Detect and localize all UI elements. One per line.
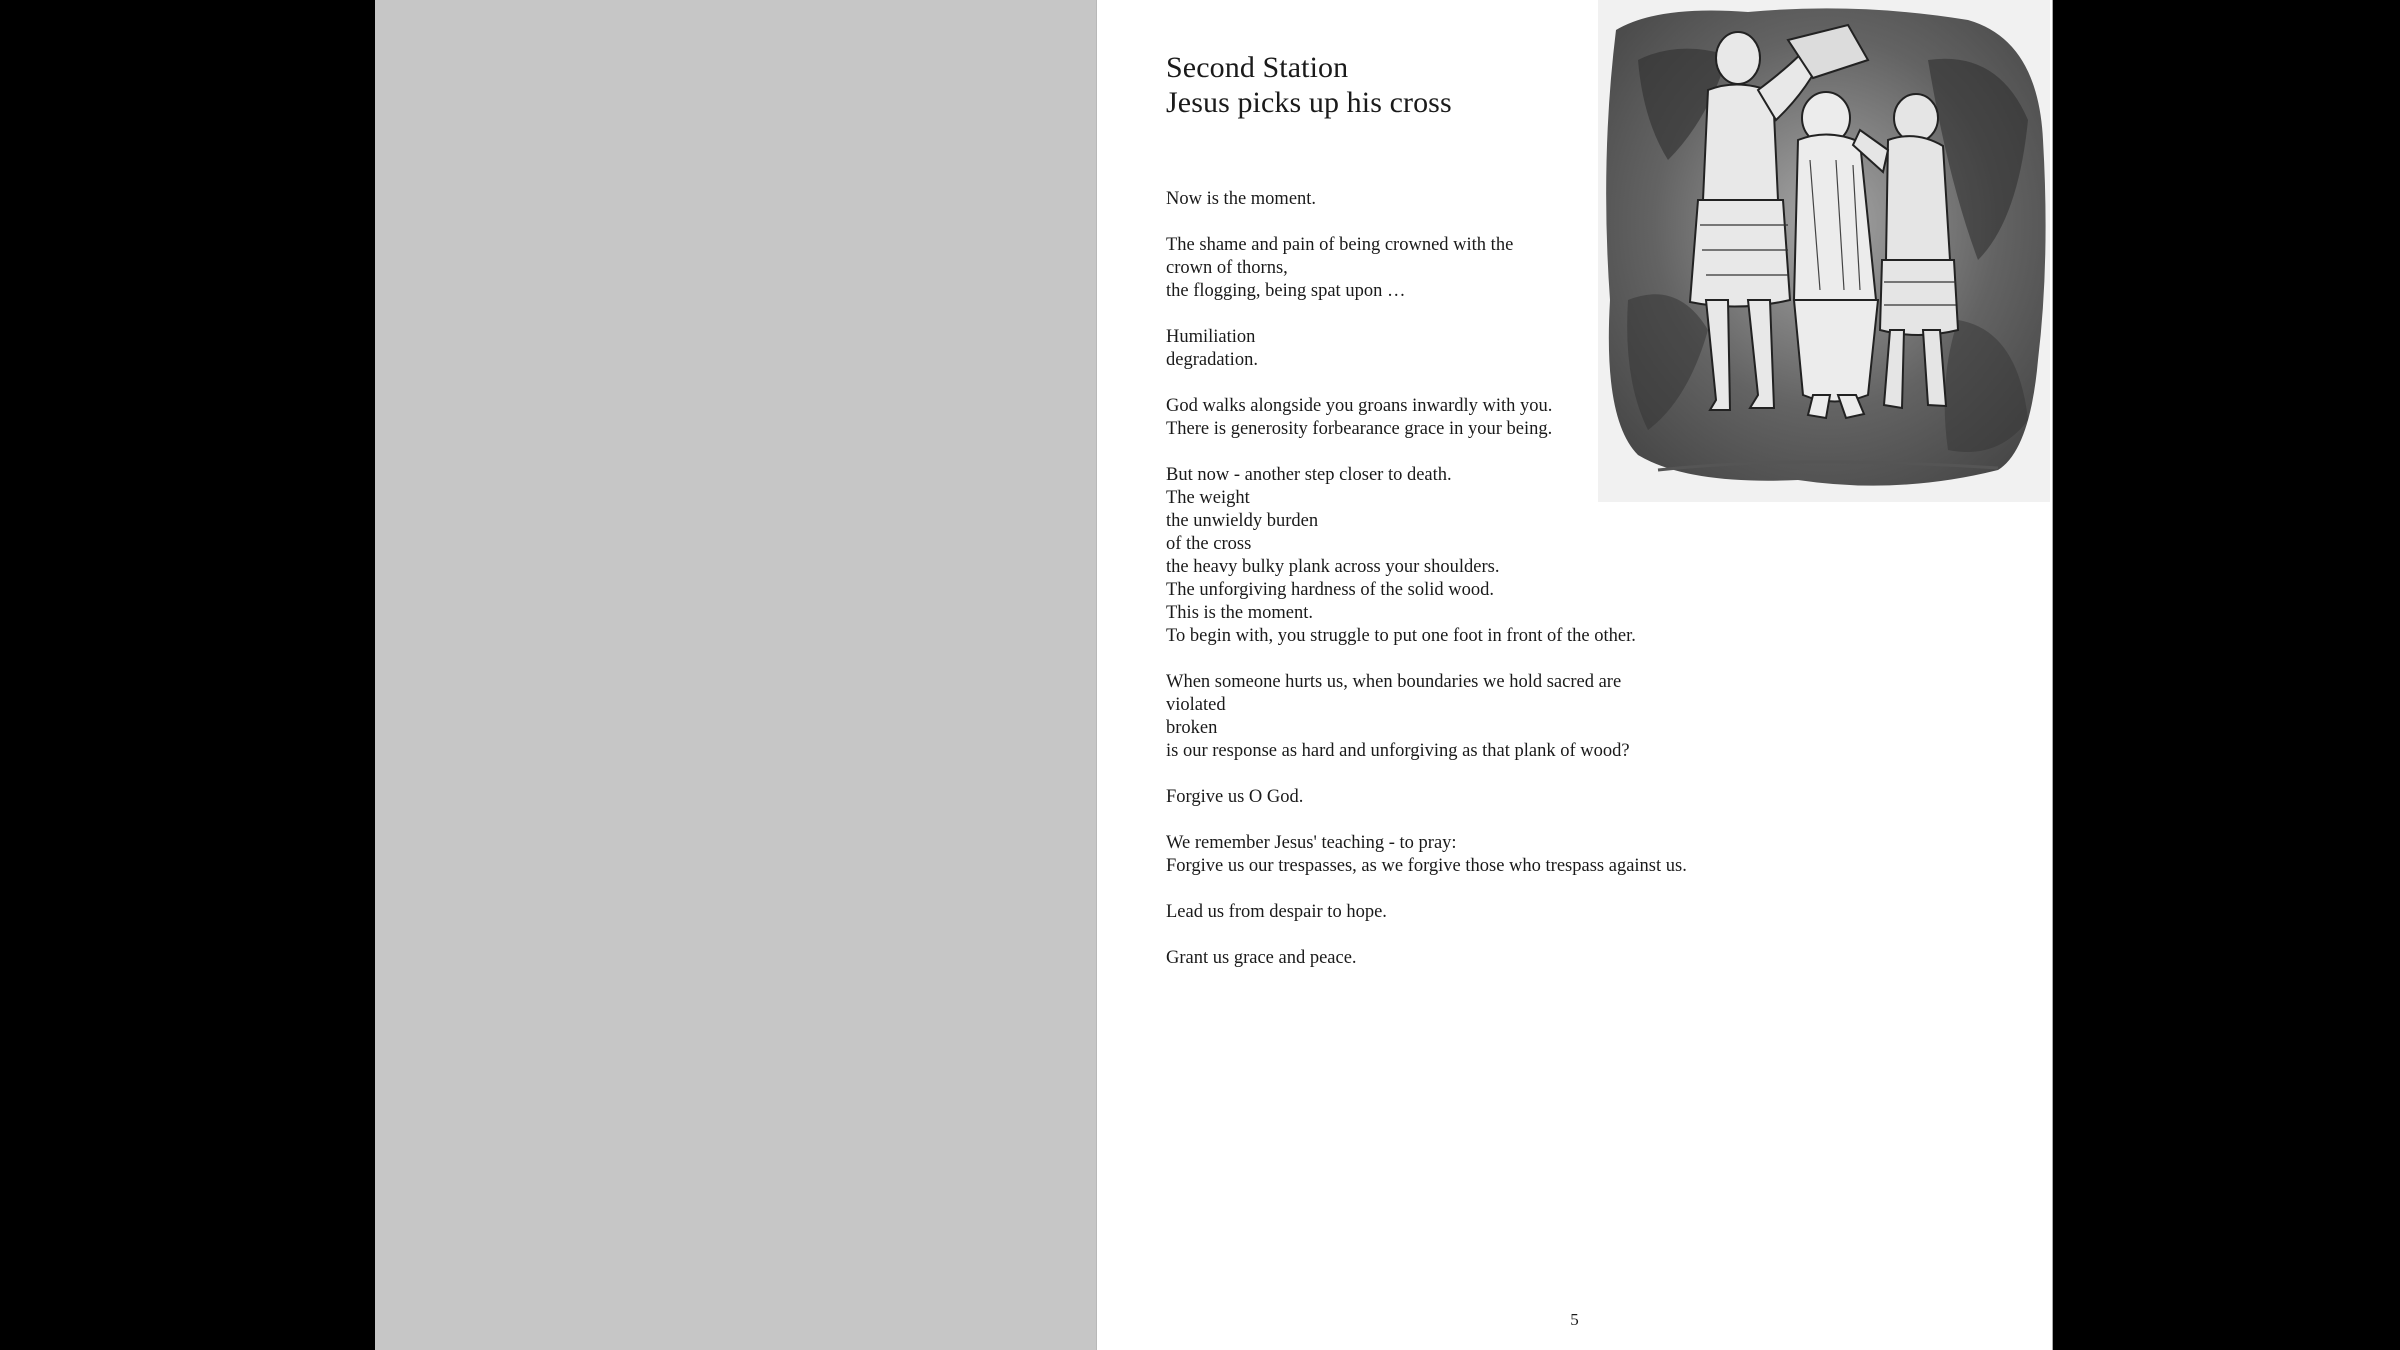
text-line: Now is the moment. xyxy=(1166,189,1317,209)
document-viewer[interactable] xyxy=(375,0,2025,1350)
station-title: Second Station xyxy=(1166,51,1349,84)
text-line: violated xyxy=(1166,695,1226,715)
text-line: of the cross xyxy=(1166,534,1252,554)
text-line: Forgive us our trespasses, as we forgive those who trespass against us. xyxy=(1166,856,1687,876)
text-line: the unwieldy burden xyxy=(1166,511,1319,531)
document-page xyxy=(1097,0,2052,1350)
text-line: Lead us from despair to hope. xyxy=(1166,902,1387,922)
text-line: crown of thorns, xyxy=(1166,258,1288,278)
text-line: The weight xyxy=(1166,488,1250,508)
text-line: To begin with, you struggle to put one foot in front of the other. xyxy=(1166,626,1636,646)
paragraph-gap xyxy=(1166,763,1806,786)
station-heading xyxy=(1166,50,1452,120)
text-line: Forgive us O God. xyxy=(1166,787,1304,807)
text-line: We remember Jesus' teaching - to pray: xyxy=(1166,833,1457,853)
paragraph-gap xyxy=(1166,924,1806,947)
text-line: This is the moment. xyxy=(1166,603,1313,623)
station-illustration xyxy=(1598,0,2050,502)
text-line: When someone hurts us, when boundaries we hold sacred are xyxy=(1166,672,1622,692)
text-line: Grant us grace and peace. xyxy=(1166,948,1357,968)
illustration-drawing-icon xyxy=(1598,0,2050,502)
text-line: The unforgiving hardness of the solid wood. xyxy=(1166,580,1494,600)
text-line: broken xyxy=(1166,718,1218,738)
text-line: The shame and pain of being crowned with the xyxy=(1166,235,1514,255)
page-number: 5 xyxy=(1570,1310,1579,1329)
text-line: degradation. xyxy=(1166,350,1258,370)
text-line: Humiliation xyxy=(1166,327,1256,347)
station-subtitle: Jesus picks up his cross xyxy=(1166,86,1452,119)
text-line: is our response as hard and unforgiving as that plank of wood? xyxy=(1166,741,1630,761)
text-line: the flogging, being spat upon … xyxy=(1166,281,1406,301)
paragraph-gap xyxy=(1166,809,1806,832)
text-line: the heavy bulky plank across your shoulders. xyxy=(1166,557,1500,577)
text-line: There is generosity forbearance grace in your being. xyxy=(1166,419,1553,439)
text-line: But now - another step closer to death. xyxy=(1166,465,1452,485)
paragraph-gap xyxy=(1166,878,1806,901)
paragraph-gap xyxy=(1166,648,1806,671)
text-line: God walks alongside you groans inwardly with you. xyxy=(1166,396,1553,416)
